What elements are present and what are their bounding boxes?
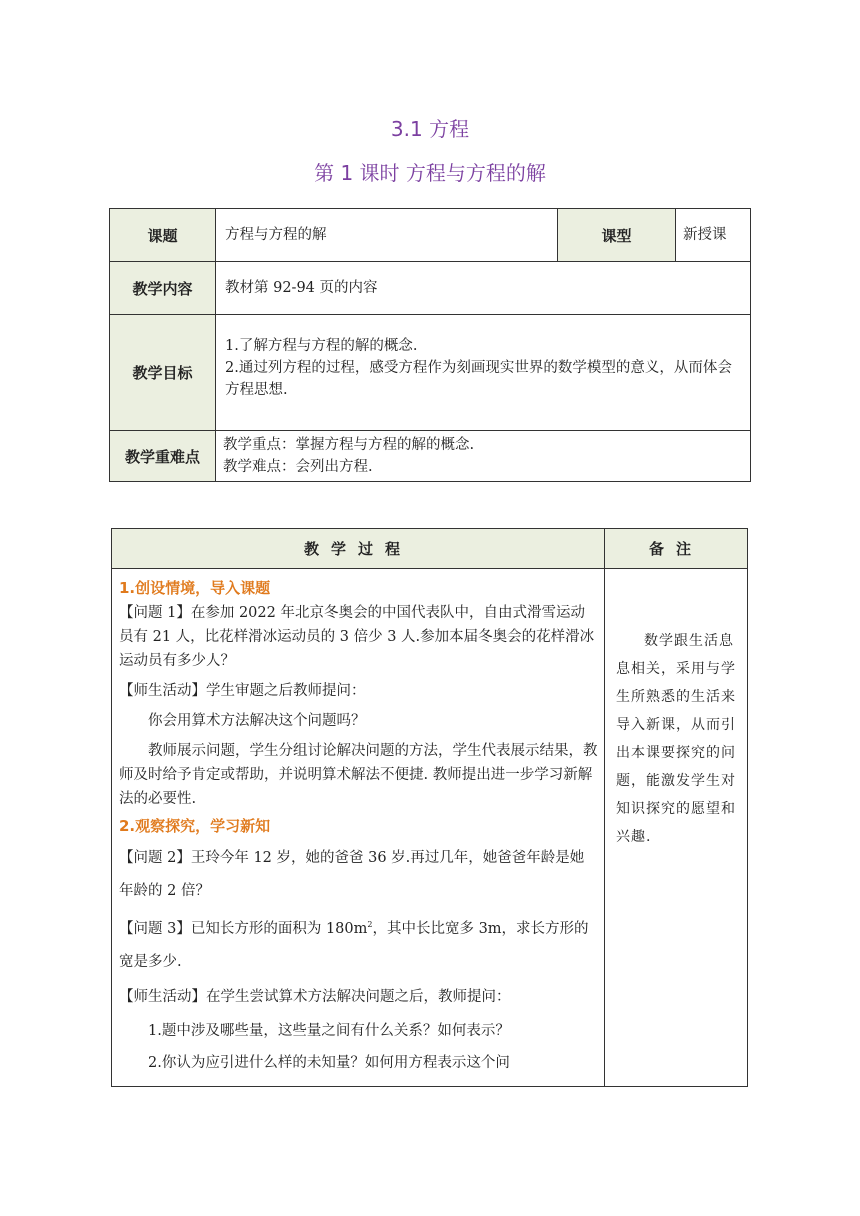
- keypoints-label: 教学重难点: [110, 431, 216, 482]
- activity-2-question-1: 1.题中涉及哪些量，这些量之间有什么关系？如何表示？: [148, 1022, 510, 1039]
- teaching-process-table: [111, 528, 748, 1087]
- key-point: 教学重点：掌握方程与方程的解的概念.: [223, 437, 475, 453]
- process-header: 教学过程: [112, 529, 605, 569]
- topic-value: 方程与方程的解: [216, 209, 558, 262]
- activity-1: 【师生活动】学生审题之后教师提问：: [119, 683, 366, 699]
- activity-1-question: 你会用算术方法解决这个问题吗？: [148, 713, 366, 729]
- goal-item: 2.通过列方程的过程，感受方程作为刻画现实世界的数学模型的意义，从而体会方程思想.: [225, 360, 732, 398]
- topic-label: 课题: [110, 209, 216, 262]
- section-heading-1: 1.创设情境，导入课题: [119, 579, 271, 597]
- notes-header: 备注: [605, 529, 748, 569]
- difficult-point: 教学难点：会列出方程.: [223, 459, 373, 475]
- problem-1: 【问题 1】在参加 2022 年北京冬奥会的中国代表队中，自由式滑雪运动员有 21 人，比花样滑冰运动员的 3 倍少 3 人.参加本届冬奥会的花样滑冰运动员有多少人？: [119, 605, 595, 669]
- content-value: 教材第 92-94 页的内容: [216, 262, 751, 315]
- keypoints-cell: [216, 431, 751, 482]
- problem-3: 【问题 3】已知长方形的面积为 $180m^2$，其中长比宽多 3m，求长方形的宽是多少.: [119, 920, 589, 970]
- lesson-title: 第 1 课时 方程与方程的解: [314, 161, 546, 185]
- goals-cell: [216, 315, 751, 431]
- type-value: 新授课: [676, 209, 751, 262]
- section-heading-2: 2.观察探究，学习新知: [119, 817, 271, 835]
- activity-1-description: 教师展示问题，学生分组讨论解决问题的方法，学生代表展示结果，教师及时给予肯定或帮助，并说明算术解法不便捷. 教师提出进一步学习新解法的必要性.: [119, 743, 598, 807]
- goal-item: 1.了解方程与方程的解的概念.: [225, 338, 418, 354]
- problem-2: 【问题 2】王玲今年 12 岁，她的爸爸 36 岁.再过几年，她爸爸年龄是她年龄的 2 倍？: [119, 850, 585, 899]
- activity-2-question-2: 2.你认为应引进什么样的未知量？如何用方程表示这个问: [148, 1054, 510, 1071]
- lesson-info-table: [109, 208, 751, 482]
- content-label: 教学内容: [110, 262, 216, 315]
- goals-label: 教学目标: [110, 315, 216, 431]
- section-title: 3.1 方程: [390, 117, 470, 141]
- process-body: [112, 569, 605, 1087]
- activity-2: 【师生活动】在学生尝试算术方法解决问题之后，教师提问：: [119, 988, 511, 1005]
- type-label: 课型: [558, 209, 676, 262]
- notes-text: 数学跟生活息息相关，采用与学生所熟悉的生活来导入新课，从而引出本课要探究的问题，能激发学生对知识探究的愿望和兴趣.: [605, 569, 748, 1087]
